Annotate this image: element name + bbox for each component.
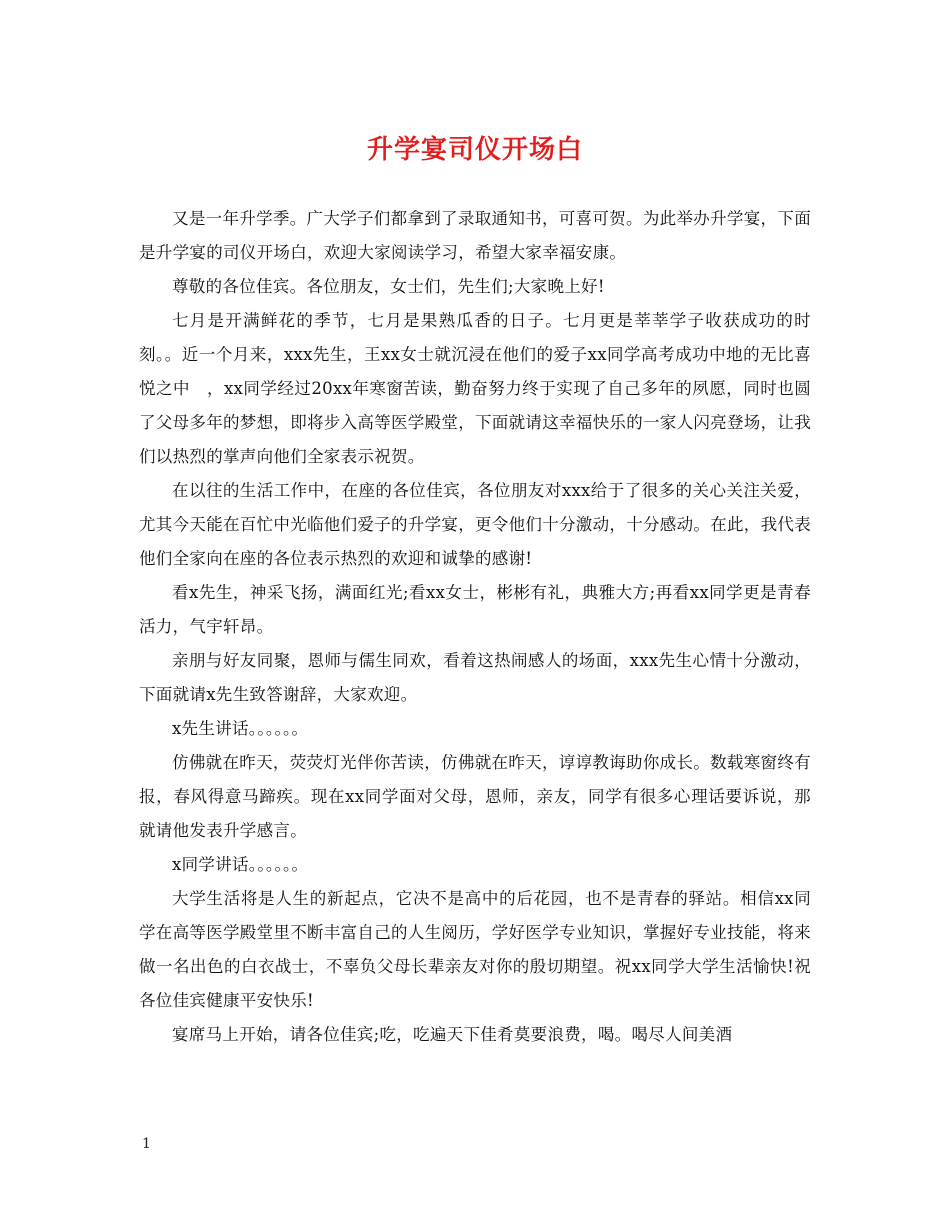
paragraph-banquet: 宴席马上开始，请各位佳宾;吃，吃遍天下佳肴莫要浪费，喝。喝尽人间美酒 xyxy=(172,1025,733,1044)
paragraph-student-invite: 仿佛就在昨天，荧荧灯光伴你苦读，仿佛就在昨天，谆谆教诲助你成长。数载寒窗终有报，春风得意马蹄疾。现在xx同学面对父母，恩师，亲友，同学有很多心理话要诉说，那就请他发表升学感言。 xyxy=(139,753,811,840)
paragraph-blessing: 大学生活将是人生的新起点，它决不是高中的后花园，也不是青春的驿站。相信xx同学在高等医学殿堂里不断丰富自己的人生阅历，学好医学专业知识，掌握好专业技能，将来做一名出色的白衣战士，不辜负父母长辈亲友对你的殷切期望。祝xx同学大学生活愉快!祝各位佳宾健康平安快乐! xyxy=(139,889,811,1010)
paragraph-father-speech: x先生讲话。。。。。。 xyxy=(172,719,309,738)
paragraph-july: 七月是开满鲜花的季节，七月是果熟瓜香的日子。七月更是莘莘学子收获成功的时刻。。近一个月来，xxx先生，王xx女士就沉浸在他们的爱子xx同学高考成功中地的无比喜悦之中 ，xx同学经过20xx年寒窗苦读，勤奋努力终于实现了自己多年的夙愿，同时也圆了父母多年的梦想，即将步入高等医学殿堂，下面就请这幸福快乐的一家人闪亮登场，让我们以热烈的掌声向他们全家表示祝贺。 xyxy=(139,311,811,466)
paragraph-family: 看x先生，神采飞扬，满面红光;看xx女士，彬彬有礼，典雅大方;再看xx同学更是青春活力，气宇轩昂。 xyxy=(139,583,811,636)
document-title: 升学宴司仪开场白 xyxy=(366,135,583,165)
document-body xyxy=(139,202,811,1052)
page-number: 1 xyxy=(142,1136,151,1152)
paragraph-intro: 又是一年升学季。广大学子们都拿到了录取通知书，可喜可贺。为此举办升学宴，下面是升学宴的司仪开场白，欢迎大家阅读学习，希望大家幸福安康。 xyxy=(139,209,811,262)
paragraph-greeting: 尊敬的各位佳宾。各位朋友，女士们，先生们;大家晚上好! xyxy=(172,277,605,296)
paragraph-student-speech: x同学讲话。。。。。。 xyxy=(172,855,309,874)
paragraph-father-invite: 亲朋与好友同聚，恩师与儒生同欢，看着这热闹感人的场面，xxx先生心情十分激动，下面就请x先生致答谢辞，大家欢迎。 xyxy=(139,651,811,704)
paragraph-thanks: 在以往的生活工作中，在座的各位佳宾，各位朋友对xxx给于了很多的关心关注关爱，尤其今天能在百忙中光临他们爱子的升学宴，更令他们十分激动，十分感动。在此，我代表他们全家向在座的各位表示热烈的欢迎和诚挚的感谢! xyxy=(139,481,811,568)
